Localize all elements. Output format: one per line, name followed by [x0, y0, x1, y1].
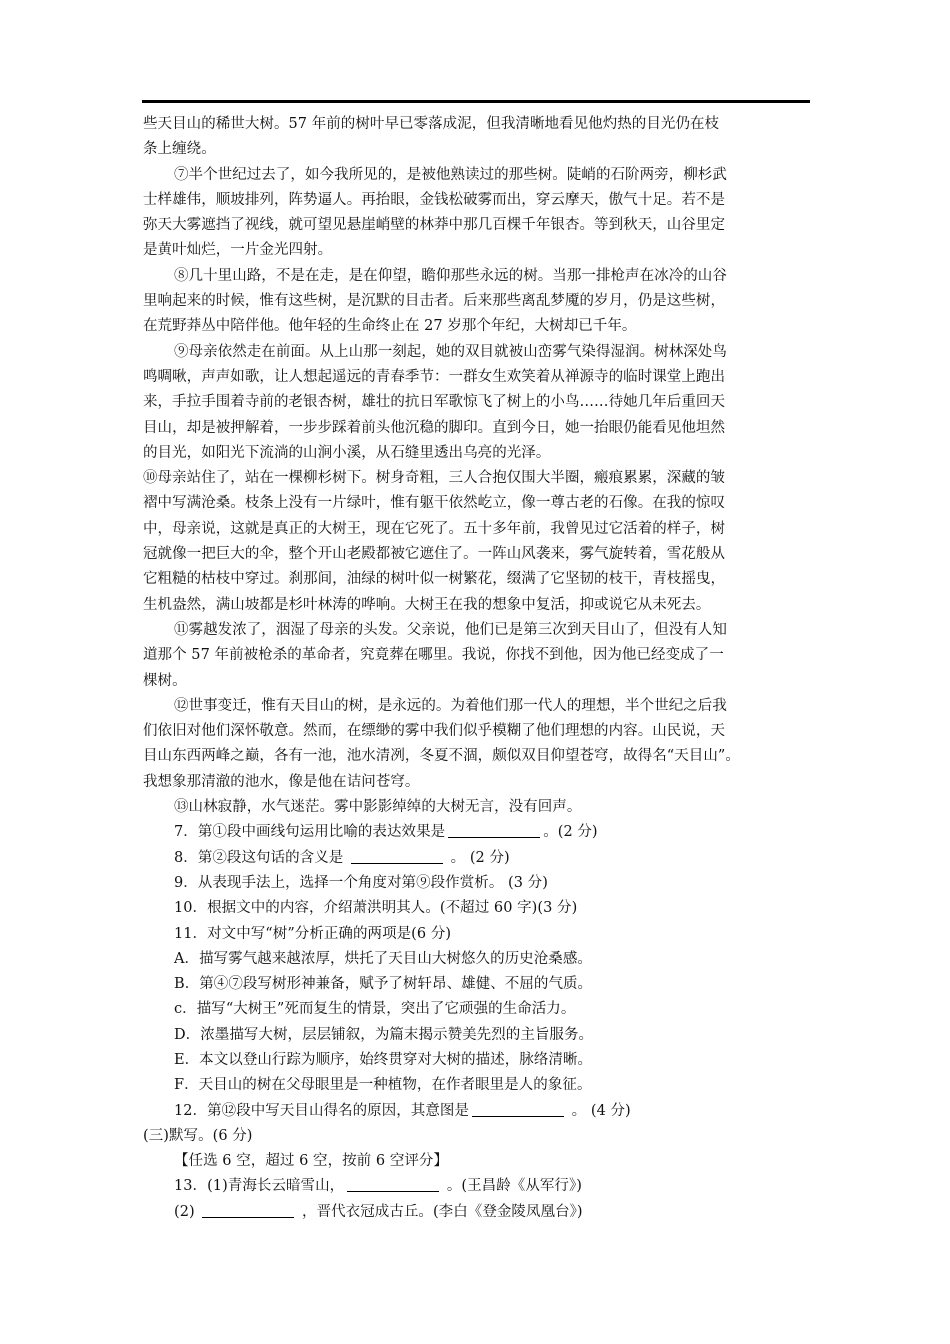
option-c: c．描写“大树王”死而复生的情景，突出了它顽强的生命活力。	[174, 1001, 576, 1018]
passage-line: 中，母亲说，这就是真正的大树王，现在它死了。五十多年前，我曾见过它活着的样子，树	[143, 520, 725, 537]
answer-blank[interactable]	[448, 823, 540, 838]
option-a: A．描写雾气越来越浓厚，烘托了天目山大树悠久的历史沧桑感。	[174, 950, 592, 967]
section-3-heading: (三)默写。(6 分)	[143, 1127, 253, 1144]
passage-line: 生机盎然，满山坡都是杉叶林涛的哗响。大树王在我的想象中复活，抑或说它从未死去。	[143, 596, 711, 613]
scoring-note: 【任选 6 空，超过 6 空，按前 6 空评分】	[174, 1153, 449, 1170]
passage-line: 来，手拉手围着寺前的老银杏树，雄壮的抗日军歌惊飞了树上的小鸟……待她几年后重回天	[143, 394, 725, 411]
passage-line: ⑨母亲依然走在前面。从上山那一刻起，她的双目就被山峦雾气染得湿润。树林深处鸟	[174, 343, 727, 360]
passage-line: 道那个 57 年前被枪杀的革命者，究竟葬在哪里。我说，你找不到他，因为他已经变成了一	[143, 647, 724, 664]
passage-line: 棵树。	[143, 672, 187, 689]
option-e: E．本文以登山行踪为顺序，始终贯穿对大树的描述，脉络清晰。	[174, 1051, 593, 1068]
passage-line: ⑧几十里山路，不是在走，是在仰望，瞻仰那些永远的树。当那一排枪声在冰冷的山谷	[174, 267, 727, 284]
answer-blank[interactable]	[202, 1203, 294, 1218]
passage-line: ⑪雾越发浓了，洇湿了母亲的头发。父亲说，他们已是第三次到天目山了，但没有人知	[174, 621, 727, 638]
document-body	[143, 112, 809, 1225]
passage-line: 鸣啁啾，声声如歌，让人想起遥远的青春季节：一群女生欢笑着从禅源寺的临时课堂上跑出	[143, 368, 725, 385]
passage-line: 是黄叶灿烂，一片金光四射。	[143, 242, 333, 259]
passage-line: 士样雄伟，顺坡排列，阵势逼人。再抬眼，金钱松破雾而出，穿云摩天，傲气十足。若不是	[143, 191, 725, 208]
question-8: 8．第②段这句话的含义是 。 (2 分)	[174, 849, 510, 866]
answer-blank[interactable]	[347, 1177, 439, 1192]
header-rule	[142, 100, 810, 103]
passage-line: 它粗糙的枯枝中穿过。刹那间，油绿的树叶似一树繁花，缀满了它坚韧的枝干，青枝摇曳，	[143, 571, 725, 588]
option-b: B．第④⑦段写树形神兼备，赋予了树轩昂、雄健、不屈的气质。	[174, 976, 593, 993]
passage-line: 冠就像一把巨大的伞，整个开山老殿都被它遮住了。一阵山风袭来，雾气旋转着，雪花般从	[143, 546, 725, 563]
passage-line: 条上缠绕。	[143, 141, 216, 158]
question-7: 7．第①段中画线句运用比喻的表达效果是 。(2 分)	[174, 824, 598, 841]
answer-blank[interactable]	[472, 1102, 564, 1117]
passage-line: 目山东西两峰之巅，各有一池，池水清冽，冬夏不涸，颇似双目仰望苍穹，故得名“天目山”。	[143, 748, 740, 765]
passage-line: 目山，却是被押解着，一步步踩着前头他沉稳的脚印。直到今日，她一抬眼仍能看见他坦然	[143, 419, 725, 436]
passage-line: 褶中写满沧桑。枝条上没有一片绿叶，惟有躯干依然屹立，像一尊古老的石像。在我的惊叹	[143, 495, 725, 512]
question-12: 12．第⑫段中写天目山得名的原因，其意图是 。 (4 分)	[174, 1102, 631, 1119]
passage-line: ⑩母亲站住了，站在一棵柳杉树下。树身奇粗，三人合抱仅围大半圈，瘢痕累累，深藏的皱	[143, 470, 725, 487]
question-9: 9．从表现手法上，选择一个角度对第⑨段作赏析。 (3 分)	[174, 874, 548, 891]
passage-line: 们依旧对他们深怀敬意。然而，在缥缈的雾中我们似乎模糊了他们理想的内容。山民说，天	[143, 723, 725, 740]
passage-line: ⑦半个世纪过去了，如今我所见的，是被他熟读过的那些树。陡峭的石阶两旁，柳杉武	[174, 166, 727, 183]
passage-line: ⑫世事变迁，惟有天目山的树，是永远的。为着他们那一代人的理想，半个世纪之后我	[174, 697, 727, 714]
question-13-2: (2) ，晋代衣冠成古丘。(李白《登金陵凤凰台》)	[174, 1203, 583, 1220]
option-f: F．天目山的树在父母眼里是一种植物，在作者眼里是人的象征。	[174, 1077, 592, 1094]
option-d: D．浓墨描写大树，层层铺叙，为篇末揭示赞美先烈的主旨服务。	[174, 1026, 594, 1043]
passage-line: 些天目山的稀世大树。57 年前的树叶早已零落成泥，但我清晰地看见他灼热的目光仍在枝	[143, 116, 720, 132]
question-11: 11．对文中写“树”分析正确的两项是(6 分)	[174, 925, 452, 942]
passage-line: 里响起来的时候，惟有这些树，是沉默的目击者。后来那些离乱梦魇的岁月，仍是这些树，	[143, 293, 725, 310]
passage-line: 我想象那清澈的池水，像是他在诘问苍穹。	[143, 773, 420, 790]
passage-line: 的目光，如阳光下流淌的山涧小溪，从石缝里透出乌亮的光泽。	[143, 444, 551, 461]
answer-blank[interactable]	[351, 849, 443, 864]
reading-passage	[143, 112, 809, 820]
passage-line: ⑬山林寂静，水气迷茫。雾中影影绰绰的大树无言，没有回声。	[174, 799, 582, 816]
question-13-1: 13．(1)青海长云暗雪山， 。(王昌龄《从军行》)	[174, 1178, 582, 1195]
passage-line: 在荒野莽丛中陪伴他。他年轻的生命终止在 27 岁那个年纪，大树却已千年。	[143, 318, 637, 335]
question-10: 10．根据文中的内容，介绍萧洪明其人。(不超过 60 字)(3 分)	[174, 900, 578, 917]
passage-line: 弥天大雾遮挡了视线，就可望见悬崖峭壁的林莽中那几百棵千年银杏。等到秋天，山谷里定	[143, 217, 725, 234]
